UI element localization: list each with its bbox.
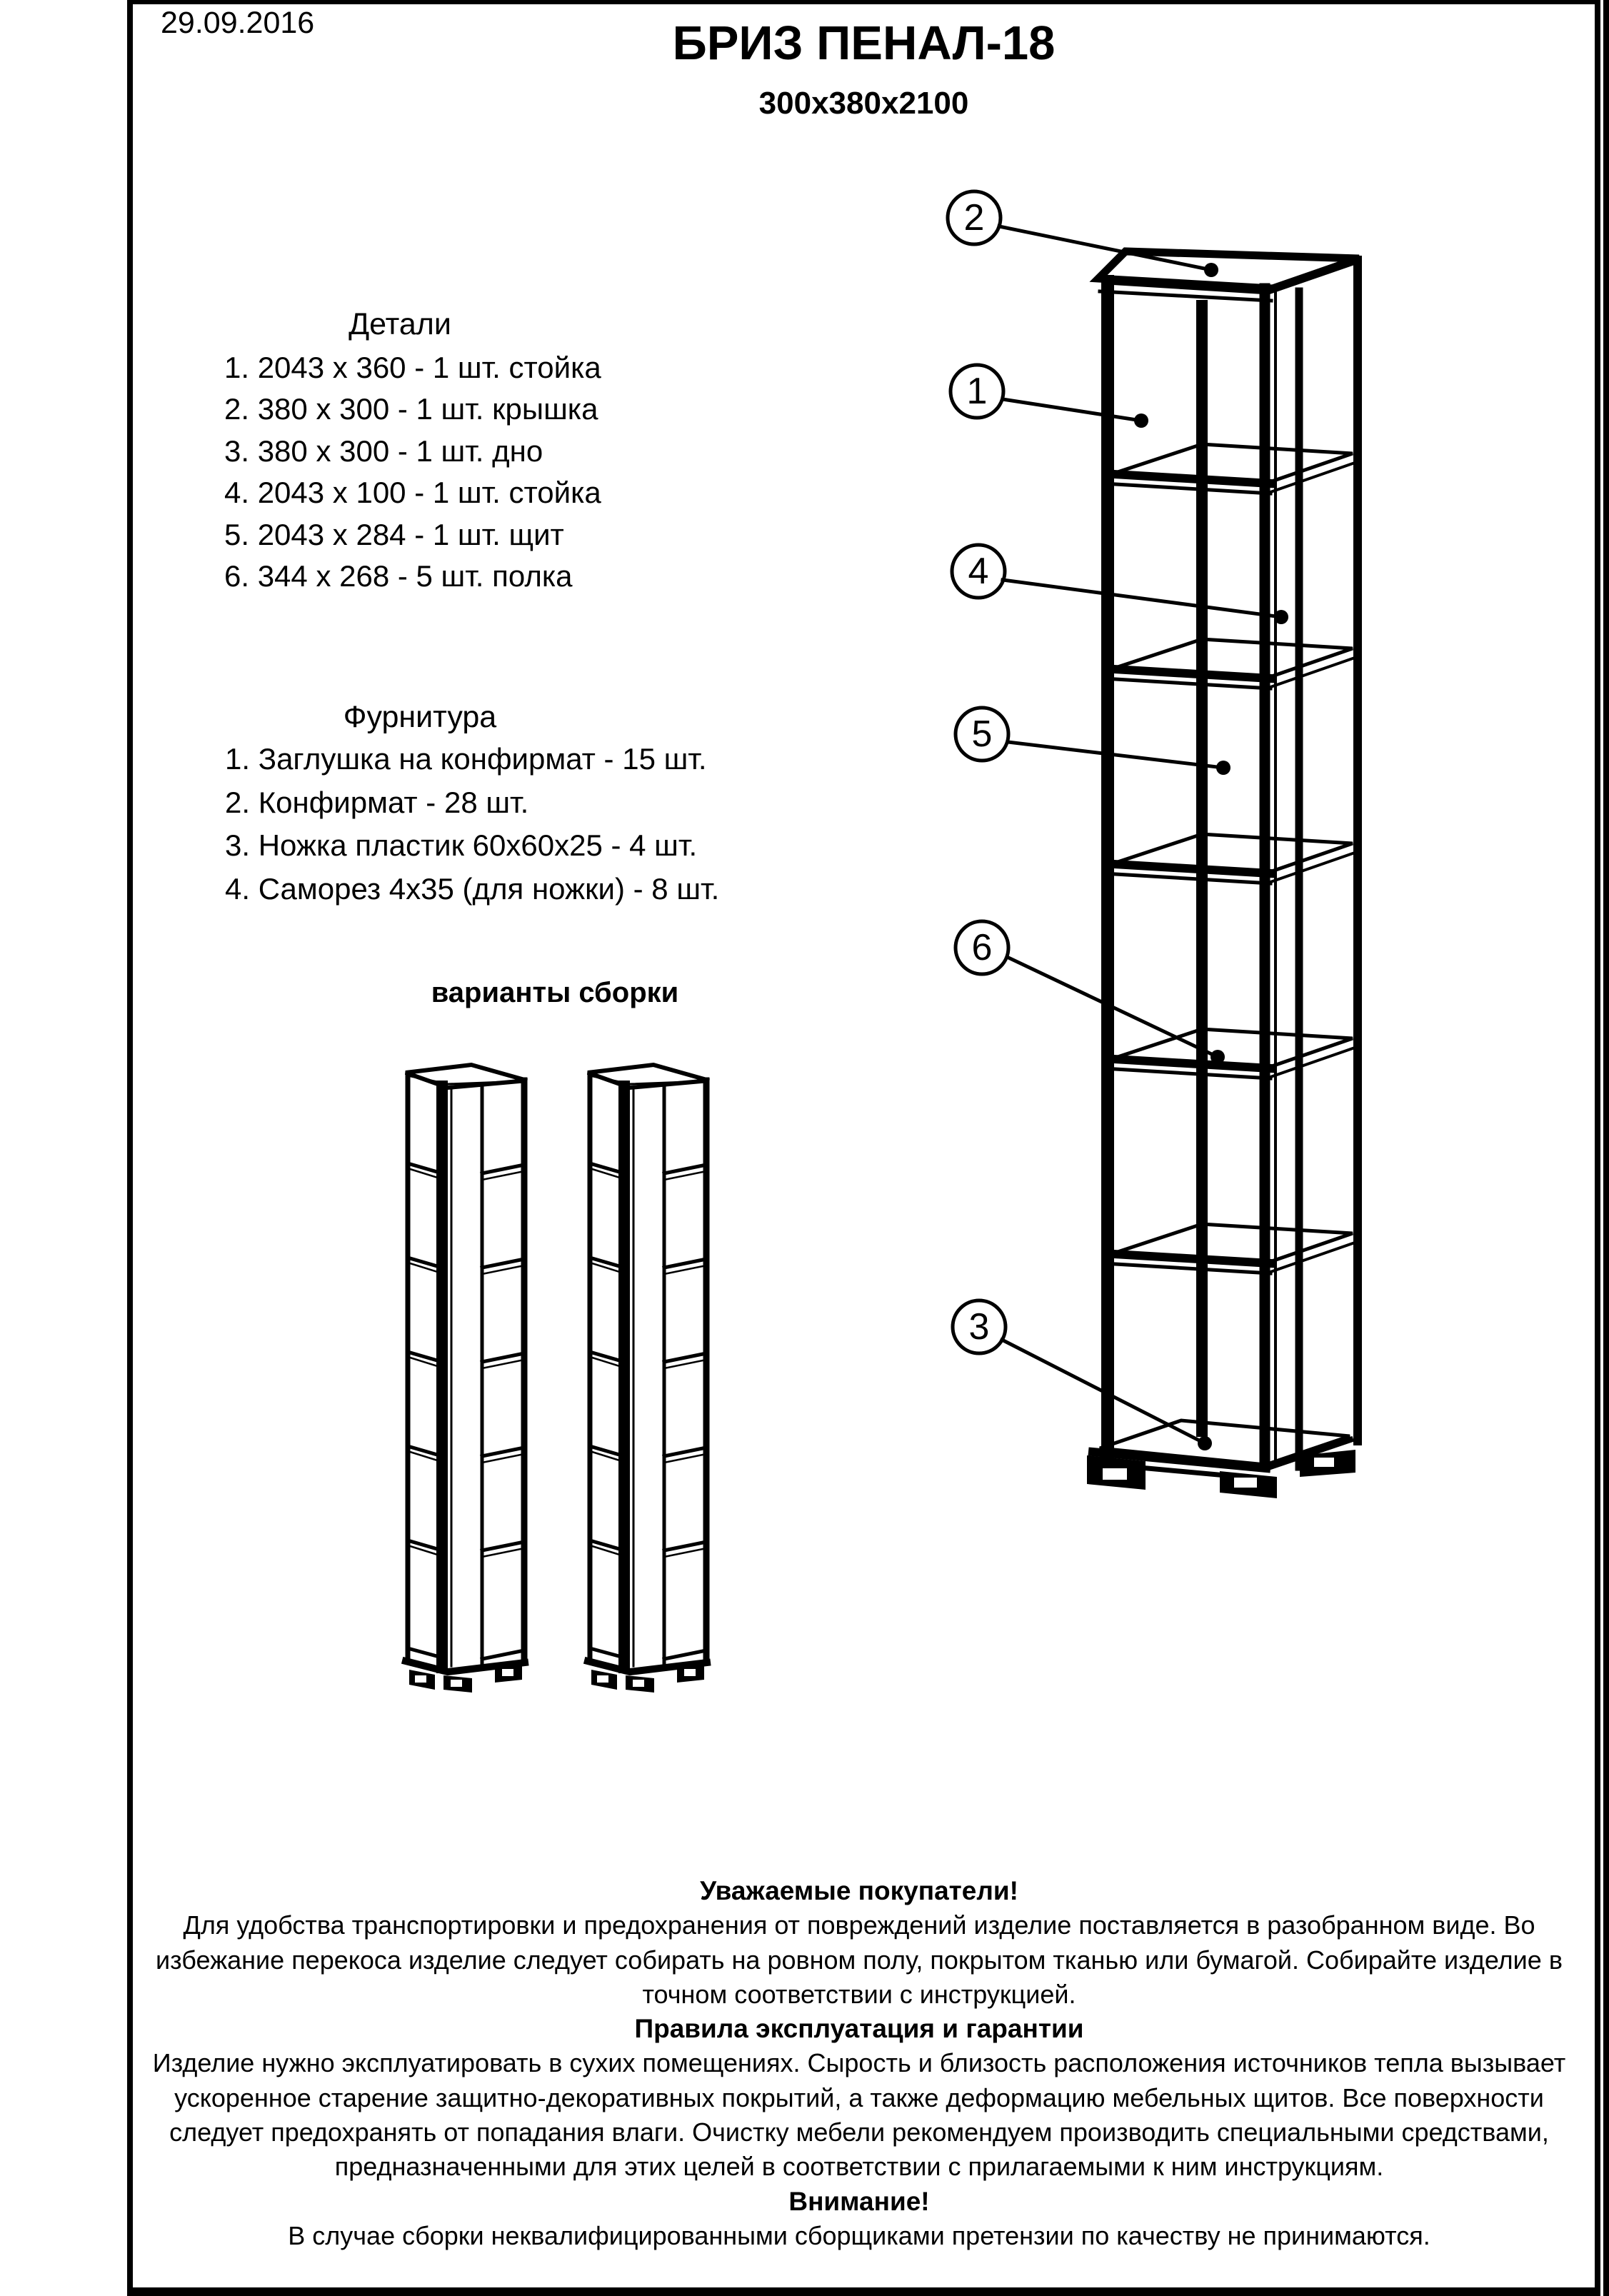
- parts-list-item: 5. 2043 х 284 - 1 шт. щит: [224, 517, 564, 551]
- notice-line: В случае сборки неквалифицированными сборщиками претензии по качеству не принимаются.: [288, 2220, 1430, 2250]
- notice-line: ускоренное старение защитно-декоративных покрытий, а также деформацию мебельных щитов. Все поверхности: [174, 2082, 1544, 2112]
- parts-list-item: 2. 380 х 300 - 1 шт. крышка: [224, 392, 598, 426]
- callout-badge-3: [953, 1300, 1006, 1353]
- diagram-shelves: [1114, 444, 1353, 1273]
- callout-number: 1: [966, 371, 988, 412]
- hardware-list-item: 3. Ножка пластик 60х60х25 - 4 шт.: [225, 828, 698, 863]
- parts-list-item: 1. 2043 х 360 - 1 шт. стойка: [224, 351, 601, 384]
- callout-badge-2: [948, 191, 1001, 244]
- hardware-list-heading: Фурнитура: [343, 700, 497, 734]
- parts-list-item: 3. 380 х 300 - 1 шт. дно: [224, 433, 543, 468]
- page-title: БРИЗ ПЕНАЛ-18: [672, 16, 1056, 70]
- assembly-variant-left: [406, 1065, 527, 1693]
- callout-badge-5: [956, 708, 1008, 761]
- callout-badge-4: [952, 545, 1005, 598]
- assembly-variant-right: [588, 1065, 709, 1693]
- callout-number: 4: [968, 551, 989, 592]
- parts-list-item: 6. 344 х 268 - 5 шт. полка: [224, 559, 573, 593]
- notice-attention-heading: Внимание!: [788, 2186, 930, 2216]
- customer-notice: [74, 1874, 1609, 2253]
- notice-rules-heading: Правила эксплуатация и гарантии: [634, 2014, 1084, 2044]
- notice-line: точном соответствии с инструкцией.: [642, 1979, 1076, 2009]
- hardware-list-item: 4. Саморез 4х35 (для ножки) - 8 шт.: [225, 871, 720, 906]
- callout-number: 5: [971, 713, 993, 755]
- callout-number: 3: [968, 1306, 990, 1348]
- parts-list-heading: Детали: [349, 307, 451, 341]
- notice-line: следует предохранять от попадания влаги. Очистку мебели рекомендуем производить специальными средствами,: [169, 2117, 1549, 2147]
- notice-line: Изделие нужно эксплуатировать в сухих помещениях. Сырость и близость расположения источников тепла вызывает: [152, 2048, 1566, 2078]
- assembly-variants-label: варианты сборки: [431, 977, 679, 1008]
- document-date: 29.09.2016: [161, 6, 315, 40]
- notice-greeting-heading: Уважаемые покупатели!: [700, 1876, 1018, 1905]
- callout-number: 2: [963, 197, 985, 239]
- callout-badge-6: [956, 921, 1008, 974]
- diagram-top-panel: [1098, 251, 1359, 301]
- notice-line: предназначенными для этих целей в соответствии с прилагаемыми к ним инструкциям.: [334, 2152, 1384, 2182]
- callout-number: 6: [971, 927, 993, 968]
- product-dimensions: 300х380х2100: [758, 86, 969, 121]
- notice-line: избежание перекоса изделие следует собирать на ровном полу, покрытом тканью или бумагой. Собирайте изделие в: [156, 1945, 1563, 1975]
- notice-line: Для удобства транспортировки и предохранения от повреждений изделие поставляется в разобранном виде. Во: [183, 1910, 1535, 1940]
- callout-badge-1: [951, 365, 1003, 418]
- main-assembly-diagram: [948, 191, 1359, 1498]
- parts-list-item: 4. 2043 х 100 - 1 шт. стойка: [224, 476, 601, 510]
- hardware-list-item: 1. Заглушка на конфирмат - 15 шт.: [225, 742, 707, 776]
- hardware-list-item: 2. Конфирмат - 28 шт.: [225, 785, 529, 819]
